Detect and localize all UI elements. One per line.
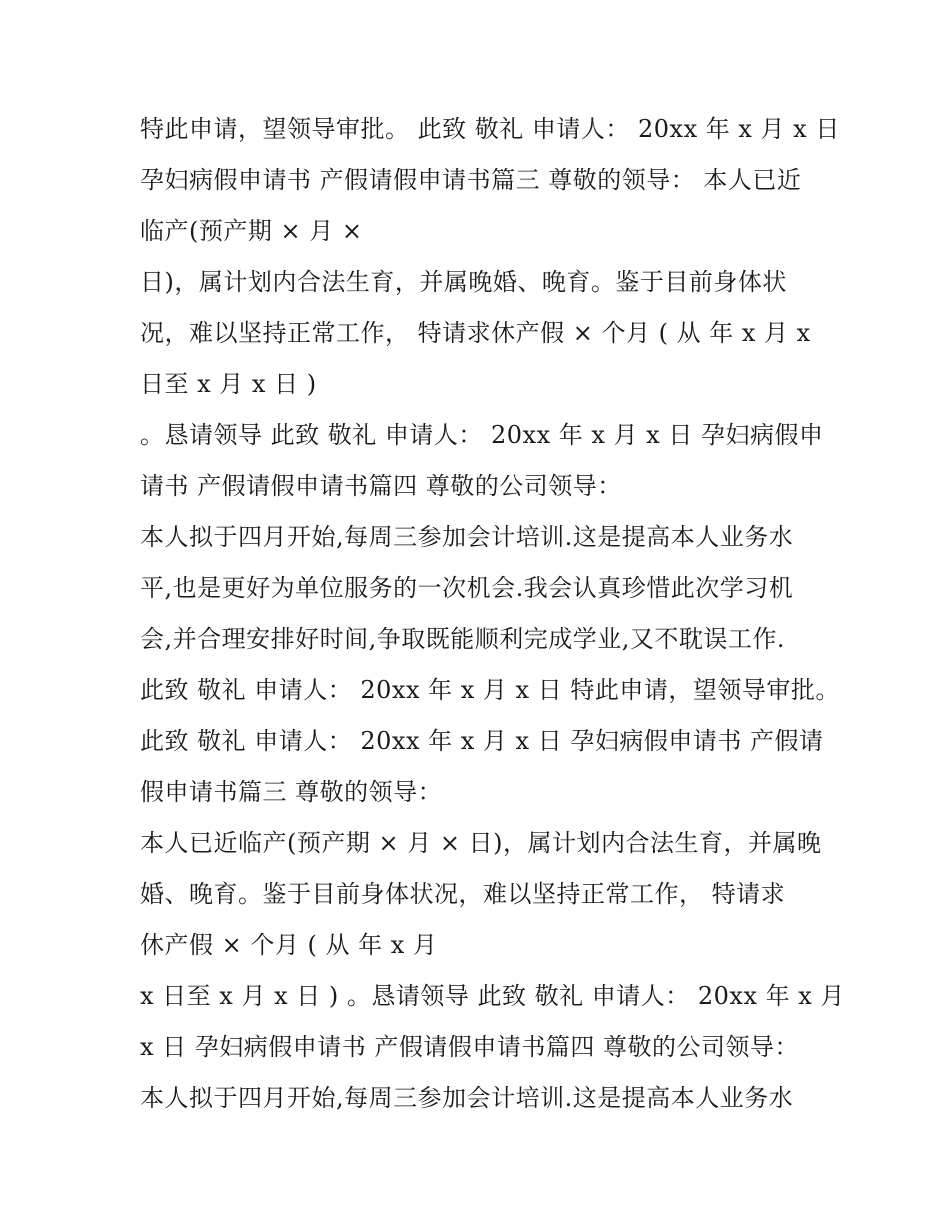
text-line: 临产(预产期 × 月 × bbox=[140, 217, 363, 245]
text-line: 本人已近临产(预产期 × 月 × 日)，属计划内合法生育，并属晚 bbox=[140, 829, 822, 857]
text-line: 本人拟于四月开始,每周三参加会计培训.这是提高本人业务水 bbox=[140, 523, 794, 551]
text-line: 会,并合理安排好时间,争取既能顺利完成学业,又不耽误工作. bbox=[140, 625, 786, 653]
text-line: 。恳请领导 此致 敬礼 申请人： 20xx 年 x 月 x 日 孕妇病假申 bbox=[140, 421, 824, 449]
text-line: 此致 敬礼 申请人： 20xx 年 x 月 x 日 特此申请，望领导审批。 bbox=[140, 676, 840, 704]
text-line: 平,也是更好为单位服务的一次机会.我会认真珍惜此次学习机 bbox=[140, 574, 794, 602]
text-line: 孕妇病假申请书 产假请假申请书篇三 尊敬的领导： 本人已近 bbox=[140, 166, 802, 194]
text-line: 特此申请，望领导审批。 此致 敬礼 申请人： 20xx 年 x 月 x 日 bbox=[140, 115, 840, 143]
text-line: 日至 x 月 x 日 ) bbox=[140, 370, 317, 398]
text-line: 日)，属计划内合法生育，并属晚婚、晚育。鉴于目前身体状 bbox=[140, 268, 787, 296]
text-line: 婚、晚育。鉴于目前身体状况，难以坚持正常工作， 特请求 bbox=[140, 880, 786, 908]
text-line: 假申请书篇三 尊敬的领导： bbox=[140, 778, 443, 806]
text-line: 此致 敬礼 申请人： 20xx 年 x 月 x 日 孕妇病假申请书 产假请 bbox=[140, 727, 824, 755]
text-line: 请书 产假请假申请书篇四 尊敬的公司领导： bbox=[140, 472, 622, 500]
text-line: x 日至 x 月 x 日 ) 。恳请领导 此致 敬礼 申请人： 20xx 年 x 月 bbox=[140, 982, 845, 1010]
document-body bbox=[140, 104, 845, 1124]
text-line: 况，难以坚持正常工作， 特请求休产假 × 个月 ( 从 年 x 月 x bbox=[140, 319, 811, 347]
text-line: 本人拟于四月开始,每周三参加会计培训.这是提高本人业务水 bbox=[140, 1084, 794, 1112]
text-line: 休产假 × 个月 ( 从 年 x 月 bbox=[140, 931, 438, 959]
text-line: x 日 孕妇病假申请书 产假请假申请书篇四 尊敬的公司领导： bbox=[140, 1033, 800, 1061]
